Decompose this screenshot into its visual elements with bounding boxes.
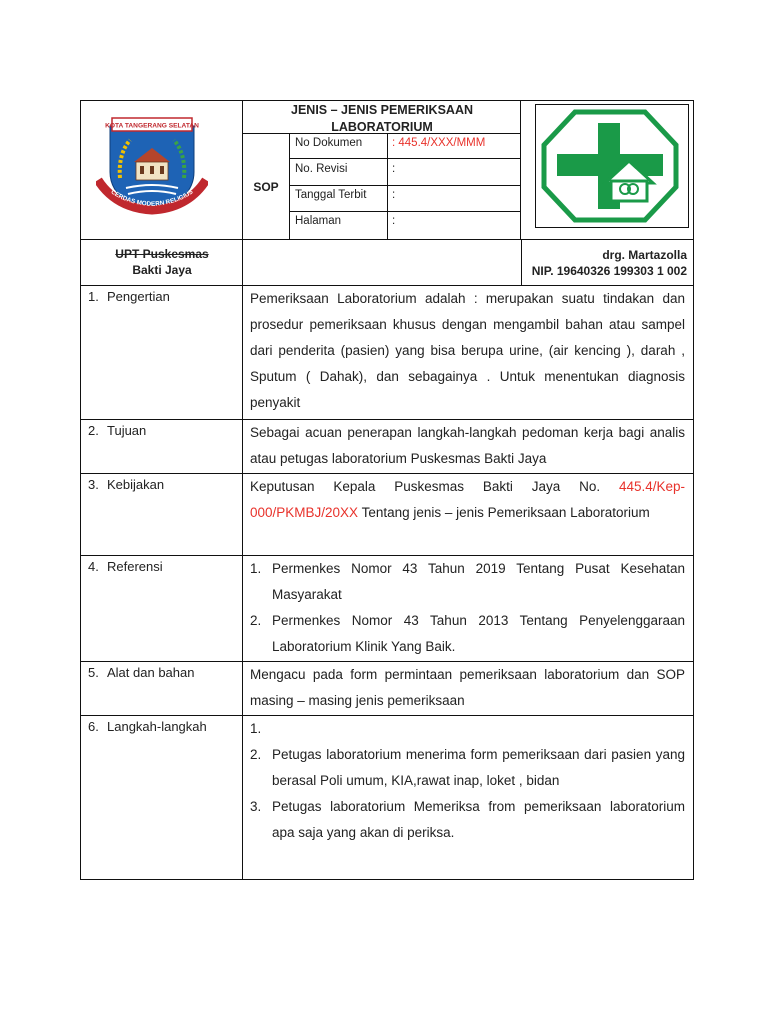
logo-motto-text: CERDAS MODERN RELIGIUS	[109, 188, 195, 209]
list-item: 1.	[250, 721, 262, 736]
title-line-1: JENIS – JENIS PEMERIKSAAN	[291, 103, 473, 117]
meta-value-no-revisi: :	[392, 163, 396, 175]
meta-key-no-dokumen: No Dokumen	[295, 137, 363, 149]
section-content: Keputusan Kepala Puskesmas Bakti Jaya No. 445.4/Kep-000/PKMBJ/20XX Tentang jenis – jenis Pemeriksaan Laboratorium	[250, 479, 685, 520]
logo-top-text: KOTA TANGERANG SELATAN	[105, 122, 199, 130]
list-item: 1. Permenkes Nomor 43 Tahun 2019 Tentang Pusat Kesehatan Masyarakat	[250, 561, 685, 602]
unit-name	[82, 246, 242, 278]
list-item: 2. Petugas laboratorium menerima form pemeriksaan dari pasien yang berasal Poli umum, KIA,rawat inap, loket , bidan	[250, 747, 685, 788]
section-content: Mengacu pada form permintaan pemeriksaan laboratorium dan SOP masing – masing jenis pemeriksaan	[250, 667, 685, 708]
meta-key-halaman: Halaman	[295, 215, 342, 227]
kota-tangerang-selatan-logo	[96, 112, 208, 218]
meta-key-tanggal-terbit: Tanggal Terbit	[295, 189, 367, 201]
section-label: 3. Kebijakan	[81, 474, 243, 555]
section-label: 1. Pengertian	[81, 286, 243, 419]
section-content: Pemeriksaan Laboratorium adalah : merupakan suatu tindakan dan prosedur pemeriksaan khusus dengan mengambil bahan atau sampel dari penderita (pasien) yang bisa berupa urine, (air kencing ), darah , Sputum ( Dahak), dan sebagainya . Untuk menentukan diagnosis penyakit	[250, 291, 685, 410]
section-row-langkah	[81, 716, 693, 880]
sop-label: SOP	[253, 180, 279, 194]
unit-line-1: UPT Puskesmas	[115, 247, 209, 261]
puskesmas-logo	[541, 109, 679, 223]
signer-name: drg. Martazolla	[602, 248, 687, 262]
list-item: 2. Permenkes Nomor 43 Tahun 2013 Tentang Penyelenggaraan Laboratorium Klinik Yang Baik.	[250, 613, 685, 654]
section-label: 2. Tujuan	[81, 420, 243, 473]
section-row-referensi	[81, 556, 693, 662]
section-row-kebijakan	[81, 474, 693, 556]
section-content	[243, 716, 693, 879]
section-row-tujuan	[81, 420, 693, 474]
section-label: 4. Referensi	[81, 556, 243, 661]
meta-value-halaman: :	[392, 215, 396, 227]
unit-line-2: Bakti Jaya	[132, 263, 192, 277]
policy-number: 445.4/Kep-000/PKMBJ/20XX	[250, 479, 685, 520]
section-row-pengertian	[81, 286, 693, 420]
section-row-alat-bahan	[81, 662, 693, 716]
title-line-2: LABORATORIUM	[331, 120, 433, 134]
meta-value-no-dokumen: : 445.4/XXX/MMM	[392, 137, 486, 149]
signer-block	[521, 247, 693, 279]
signer-nip: NIP. 19640326 199303 1 002	[531, 264, 687, 278]
list-item: 3. Petugas laboratorium Memeriksa from pemeriksaan laboratorium apa saja yang akan di periksa.	[250, 799, 685, 840]
section-label: 6. Langkah-langkah	[81, 716, 243, 879]
document-title	[244, 101, 520, 136]
sop-body-table	[80, 286, 694, 880]
section-content: Sebagai acuan penerapan langkah-langkah pedoman kerja bagi analis atau petugas laboratorium Puskesmas Bakti Jaya	[250, 425, 685, 466]
meta-key-no-revisi: No. Revisi	[295, 163, 348, 175]
section-content	[243, 556, 693, 661]
meta-value-tanggal-terbit: :	[392, 189, 396, 201]
section-label: 5. Alat dan bahan	[81, 662, 243, 715]
